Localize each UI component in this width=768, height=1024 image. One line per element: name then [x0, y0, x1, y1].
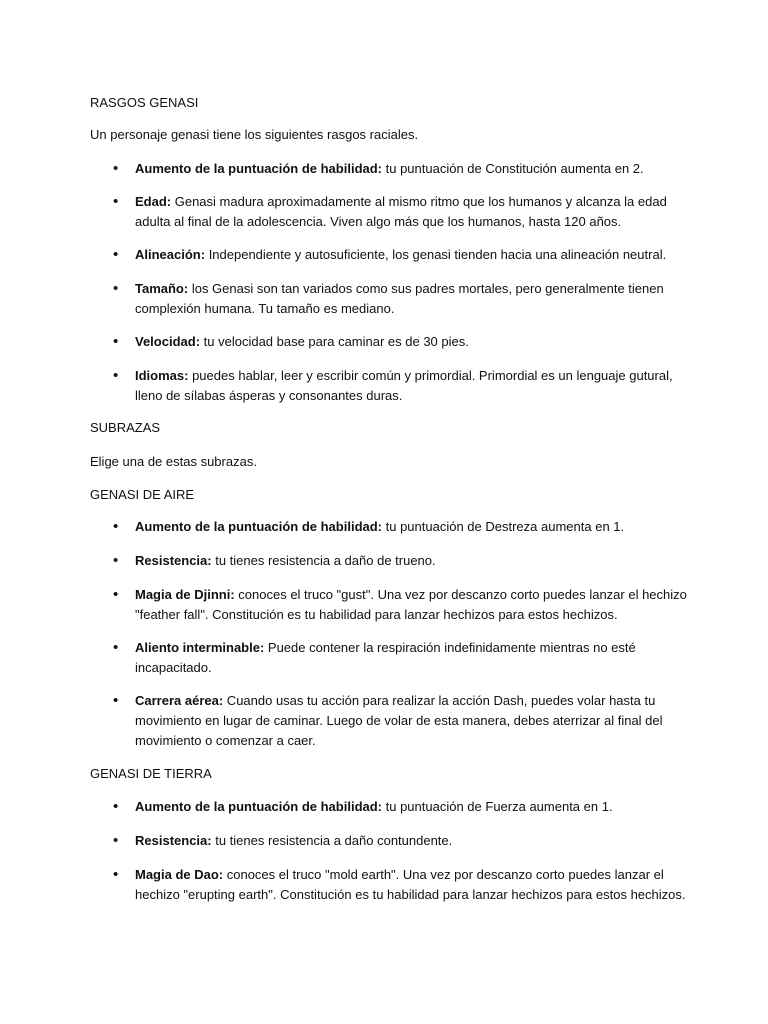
section-heading-aire: GENASI DE AIRE	[90, 487, 195, 502]
item-text-continued: lleno de sílabas ásperas y consonantes duras.	[135, 388, 403, 403]
item-text-continued: complexión humana. Tu tamaño es mediano.	[135, 301, 395, 316]
bullet-icon: •	[113, 367, 119, 384]
section-intro-rasgos: Un personaje genasi tiene los siguientes rasgos raciales.	[90, 127, 419, 142]
item-label: Resistencia:	[135, 553, 212, 568]
item-text: puedes hablar, leer y escribir común y primordial. Primordial es un lenguaje gutural,	[188, 368, 673, 383]
item-label: Aliento interminable:	[135, 640, 265, 655]
item-text-continued: movimiento o comenzar a caer.	[135, 733, 316, 748]
bullet-icon: •	[113, 160, 119, 177]
bullet-icon: •	[113, 832, 119, 849]
item-label: Edad:	[135, 194, 172, 209]
item-text: Independiente y autosuficiente, los genasi tienden hacia una alineación neutral.	[205, 247, 667, 262]
bullet-icon: •	[113, 280, 119, 297]
item-text: tu puntuación de Destreza aumenta en 1.	[382, 519, 625, 534]
item-text: conoces el truco "mold earth". Una vez por descanzo corto puedes lanzar el	[223, 867, 664, 882]
item-text: Genasi madura aproximadamente al mismo ritmo que los humanos y alcanza la edad	[171, 194, 667, 209]
bullet-icon: •	[113, 552, 119, 569]
item-label: Magia de Djinni:	[135, 587, 235, 602]
section-heading-rasgos: RASGOS GENASI	[90, 95, 199, 110]
item-label: Aumento de la puntuación de habilidad:	[135, 519, 383, 534]
bullet-icon: •	[113, 798, 119, 815]
item-label: Magia de Dao:	[135, 867, 224, 882]
section-heading-tierra: GENASI DE TIERRA	[90, 766, 212, 781]
bullet-icon: •	[113, 692, 119, 709]
item-text-continued: movimiento en lugar de caminar. Luego de volar de esta manera, debes aterrizar al final del	[135, 713, 663, 728]
bullet-icon: •	[113, 333, 119, 350]
item-text: tu tienes resistencia a daño contundente.	[211, 833, 453, 848]
section-heading-subrazas: SUBRAZAS	[90, 420, 161, 435]
bullet-icon: •	[113, 193, 119, 210]
item-text: los Genasi son tan variados como sus padres mortales, pero generalmente tienen	[188, 281, 664, 296]
bullet-icon: •	[113, 246, 119, 263]
item-text: conoces el truco "gust". Una vez por descanzo corto puedes lanzar el hechizo	[234, 587, 687, 602]
bullet-icon: •	[113, 866, 119, 883]
item-label: Aumento de la puntuación de habilidad:	[135, 161, 383, 176]
item-text: tu puntuación de Fuerza aumenta en 1.	[382, 799, 613, 814]
item-text-continued: incapacitado.	[135, 660, 212, 675]
item-label: Idiomas:	[135, 368, 189, 383]
item-text-continued: adulta al final de la adolescencia. Viven algo más que los humanos, hasta 120 años.	[135, 214, 622, 229]
item-label: Tamaño:	[135, 281, 189, 296]
item-label: Velocidad:	[135, 334, 201, 349]
bullet-icon: •	[113, 586, 119, 603]
bullet-icon: •	[113, 639, 119, 656]
item-text-continued: hechizo "erupting earth". Constitución es tu habilidad para lanzar hechizos para estos hechizos.	[135, 887, 686, 902]
section-intro-subrazas: Elige una de estas subrazas.	[90, 454, 257, 469]
item-text: Puede contener la respiración indefinidamente mientras no esté	[264, 640, 636, 655]
item-text: tu puntuación de Constitución aumenta en 2.	[382, 161, 644, 176]
item-text: tu tienes resistencia a daño de trueno.	[211, 553, 436, 568]
item-label: Carrera aérea:	[135, 693, 224, 708]
item-text: tu velocidad base para caminar es de 30 pies.	[200, 334, 469, 349]
item-label: Alineación:	[135, 247, 206, 262]
item-label: Resistencia:	[135, 833, 212, 848]
item-text: Cuando usas tu acción para realizar la acción Dash, puedes volar hasta tu	[223, 693, 656, 708]
item-label: Aumento de la puntuación de habilidad:	[135, 799, 383, 814]
bullet-icon: •	[113, 518, 119, 535]
item-text-continued: "feather fall". Constitución es tu habilidad para lanzar hechizos para estos hechizos.	[135, 607, 618, 622]
